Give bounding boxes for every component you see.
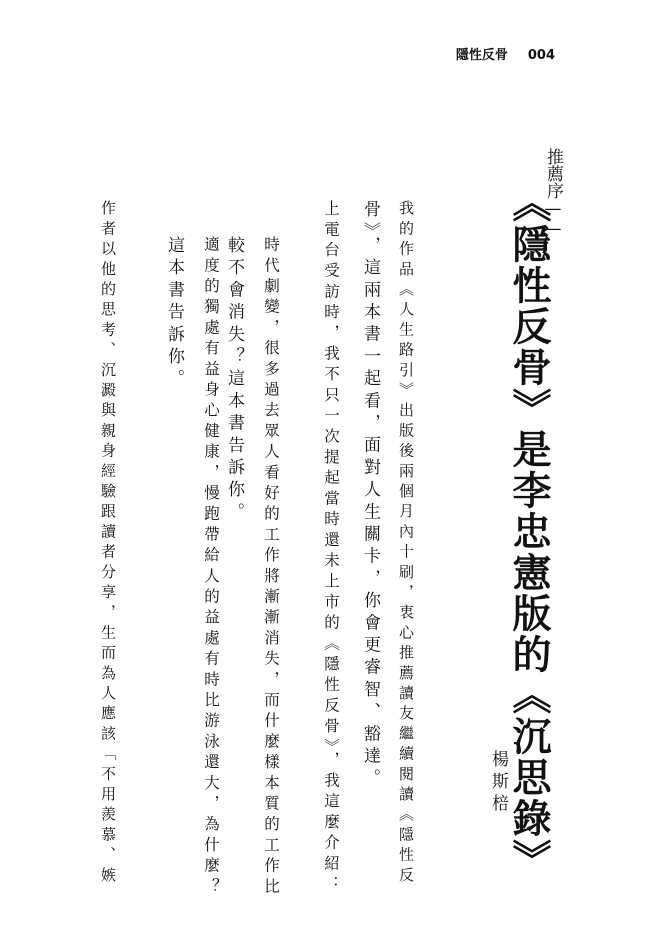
body-column-4: 時代劇變，很多過去眾人看好的工作將漸漸消失，而什麼樣本質的工作比 xyxy=(262,236,280,899)
body-column-2: 骨》，這兩本書一起看，面對人生關卡，你會更睿智、豁達。 xyxy=(360,200,380,791)
body-column-5: 較不會消失？這本書告訴你。 xyxy=(224,236,244,525)
running-header xyxy=(456,44,555,63)
page-number: 004 xyxy=(527,48,555,63)
body-column-7: 這本書告訴你。 xyxy=(164,236,184,392)
body-column-8: 作者以他的思考、沉澱與親身經驗跟讀者分享，生而為人應該「不用羨慕、嫉 xyxy=(99,200,117,887)
foreword-label: 推薦序—— xyxy=(543,148,563,239)
chapter-title: 《隱性反骨》是李忠憲版的《沉思錄》 xyxy=(506,183,551,880)
running-header-title: 隱性反骨 xyxy=(455,48,508,63)
body-column-3: 上電台受訪時，我不只一次提起當時還未上市的《隱性反骨》，我這麼介紹： xyxy=(322,200,340,897)
body-column-1: 我的作品《人生路引》出版後兩個月內十刷，衷心推薦讀友繼續閱讀《隱性反 xyxy=(397,200,415,887)
body-column-6: 適度的獨處有益身心健康，慢跑帶給人的益處有時比游泳還大，為什麼？ xyxy=(202,236,220,899)
author-name: 楊斯棓 xyxy=(488,750,508,816)
